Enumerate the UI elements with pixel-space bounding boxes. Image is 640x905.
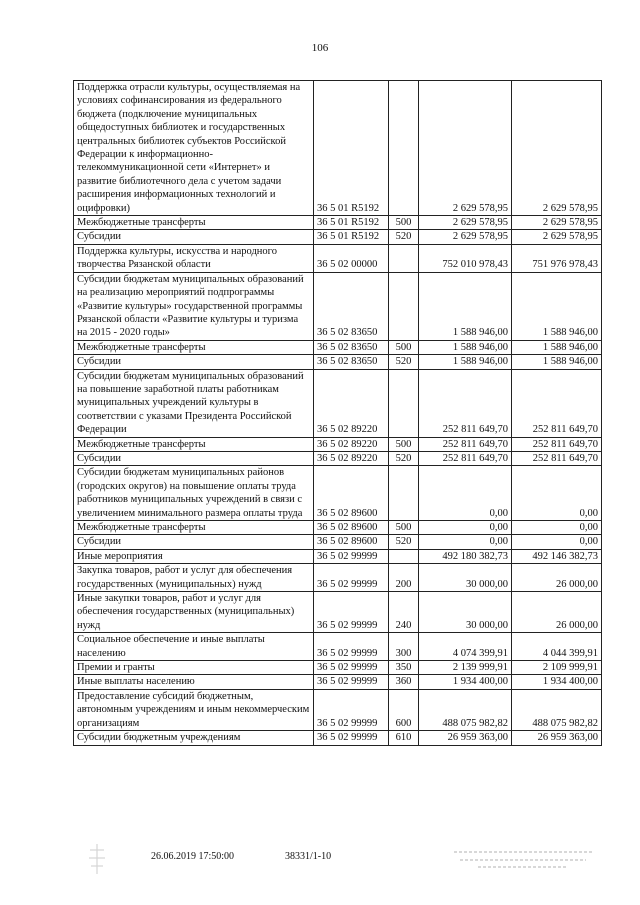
row-name-cell: Социальное обеспечение и иные выплаты населению [74, 633, 314, 661]
table-row [74, 689, 602, 730]
row-name-cell: Межбюджетные трансферты [74, 340, 314, 354]
row-expense-type-cell: 520 [389, 535, 419, 549]
row-code-cell: 36 5 02 89600 [314, 466, 389, 521]
table-row [74, 369, 602, 437]
row-amount-1-cell: 0,00 [419, 521, 512, 535]
row-amount-2-cell: 0,00 [512, 521, 602, 535]
row-code-cell: 36 5 01 R5192 [314, 81, 389, 216]
row-expense-type-cell: 520 [389, 230, 419, 244]
row-name-cell: Предоставление субсидий бюджетным, автономным учреждениям и иным некоммерческим организациям [74, 689, 314, 730]
row-amount-1-cell: 30 000,00 [419, 564, 512, 592]
row-amount-1-cell: 1 588 946,00 [419, 355, 512, 369]
row-expense-type-cell [389, 369, 419, 437]
table-row [74, 661, 602, 675]
row-code-cell: 36 5 01 R5192 [314, 230, 389, 244]
row-expense-type-cell [389, 81, 419, 216]
table-row [74, 216, 602, 230]
page-number: 106 [311, 42, 329, 54]
row-code-cell: 36 5 02 99999 [314, 661, 389, 675]
row-amount-1-cell: 252 811 649,70 [419, 437, 512, 451]
row-expense-type-cell: 350 [389, 661, 419, 675]
row-expense-type-cell [389, 466, 419, 521]
row-code-cell: 36 5 02 83650 [314, 340, 389, 354]
row-amount-1-cell: 26 959 363,00 [419, 731, 512, 745]
row-amount-2-cell: 1 588 946,00 [512, 355, 602, 369]
budget-table-body [74, 81, 602, 746]
table-row [74, 230, 602, 244]
table-row [74, 340, 602, 354]
row-amount-1-cell: 252 811 649,70 [419, 369, 512, 437]
footer-datetime: 26.06.2019 17:50:00 [151, 851, 235, 862]
row-name-cell: Субсидии [74, 535, 314, 549]
row-amount-1-cell: 0,00 [419, 535, 512, 549]
row-expense-type-cell: 500 [389, 521, 419, 535]
row-amount-1-cell: 488 075 982,82 [419, 689, 512, 730]
row-name-cell: Премии и гранты [74, 661, 314, 675]
row-expense-type-cell: 360 [389, 675, 419, 689]
row-expense-type-cell: 240 [389, 592, 419, 633]
row-amount-2-cell: 2 629 578,95 [512, 216, 602, 230]
row-expense-type-cell: 520 [389, 355, 419, 369]
row-code-cell: 36 5 02 89220 [314, 369, 389, 437]
row-name-cell: Иные закупки товаров, работ и услуг для обеспечения государственных (муниципальных) нужд [74, 592, 314, 633]
row-amount-2-cell: 0,00 [512, 466, 602, 521]
row-code-cell: 36 5 02 99999 [314, 731, 389, 745]
row-amount-2-cell: 252 811 649,70 [512, 369, 602, 437]
table-row [74, 675, 602, 689]
row-expense-type-cell: 600 [389, 689, 419, 730]
row-code-cell: 36 5 02 83650 [314, 355, 389, 369]
row-name-cell: Субсидии [74, 355, 314, 369]
row-expense-type-cell: 610 [389, 731, 419, 745]
row-name-cell: Субсидии [74, 451, 314, 465]
row-name-cell: Субсидии бюджетам муниципальных образований на реализацию мероприятий подпрограммы «Развитие культуры» государственной программы Рязанской области «Развитие культуры и туризма на 2015 - 2020 годы» [74, 272, 314, 340]
row-amount-1-cell: 0,00 [419, 466, 512, 521]
row-amount-2-cell: 488 075 982,82 [512, 689, 602, 730]
table-row [74, 437, 602, 451]
row-amount-1-cell: 4 074 399,91 [419, 633, 512, 661]
row-name-cell: Иные выплаты населению [74, 675, 314, 689]
row-amount-1-cell: 252 811 649,70 [419, 451, 512, 465]
row-name-cell: Субсидии [74, 230, 314, 244]
row-amount-1-cell: 752 010 978,43 [419, 244, 512, 272]
row-amount-2-cell: 0,00 [512, 535, 602, 549]
row-expense-type-cell [389, 549, 419, 563]
row-code-cell: 36 5 02 89220 [314, 451, 389, 465]
row-amount-1-cell: 1 588 946,00 [419, 272, 512, 340]
row-expense-type-cell: 500 [389, 216, 419, 230]
row-amount-2-cell: 1 934 400,00 [512, 675, 602, 689]
seal-mark [86, 842, 108, 876]
row-name-cell: Межбюджетные трансферты [74, 216, 314, 230]
footer-doc-code: 38331/1-10 [285, 851, 332, 862]
row-expense-type-cell [389, 272, 419, 340]
row-name-cell: Субсидии бюджетам муниципальных районов (городских округов) на повышение оплаты труда работников муниципальных учреждений в связи с увеличением минимального размера оплаты труда [74, 466, 314, 521]
row-amount-2-cell: 1 588 946,00 [512, 340, 602, 354]
row-expense-type-cell [389, 244, 419, 272]
row-code-cell: 36 5 02 99999 [314, 675, 389, 689]
electronic-signature-stamp [448, 846, 598, 873]
row-amount-2-cell: 252 811 649,70 [512, 437, 602, 451]
budget-table [73, 80, 602, 746]
row-amount-2-cell: 252 811 649,70 [512, 451, 602, 465]
row-amount-2-cell: 751 976 978,43 [512, 244, 602, 272]
table-row [74, 592, 602, 633]
row-amount-2-cell: 26 959 363,00 [512, 731, 602, 745]
table-row [74, 521, 602, 535]
row-code-cell: 36 5 02 89220 [314, 437, 389, 451]
row-code-cell: 36 5 02 89600 [314, 535, 389, 549]
row-amount-2-cell: 492 146 382,73 [512, 549, 602, 563]
table-row [74, 451, 602, 465]
table-row [74, 731, 602, 745]
row-code-cell: 36 5 02 00000 [314, 244, 389, 272]
table-row [74, 355, 602, 369]
row-amount-2-cell: 1 588 946,00 [512, 272, 602, 340]
table-row [74, 549, 602, 563]
row-code-cell: 36 5 01 R5192 [314, 216, 389, 230]
table-row [74, 535, 602, 549]
row-name-cell: Межбюджетные трансферты [74, 521, 314, 535]
row-expense-type-cell: 300 [389, 633, 419, 661]
table-row [74, 81, 602, 216]
row-expense-type-cell: 520 [389, 451, 419, 465]
table-row [74, 244, 602, 272]
row-amount-2-cell: 26 000,00 [512, 592, 602, 633]
row-name-cell: Субсидии бюджетам муниципальных образований на повышение заработной платы работникам муниципальных учреждений культуры в соответствии с указами Президента Российской Федерации [74, 369, 314, 437]
row-code-cell: 36 5 02 99999 [314, 592, 389, 633]
table-row [74, 272, 602, 340]
row-amount-1-cell: 2 629 578,95 [419, 216, 512, 230]
row-amount-2-cell: 2 109 999,91 [512, 661, 602, 675]
row-expense-type-cell: 200 [389, 564, 419, 592]
row-code-cell: 36 5 02 99999 [314, 549, 389, 563]
table-row [74, 633, 602, 661]
row-name-cell: Субсидии бюджетным учреждениям [74, 731, 314, 745]
row-amount-1-cell: 2 629 578,95 [419, 81, 512, 216]
row-name-cell: Поддержка культуры, искусства и народного творчества Рязанской области [74, 244, 314, 272]
row-amount-1-cell: 1 934 400,00 [419, 675, 512, 689]
row-amount-1-cell: 2 629 578,95 [419, 230, 512, 244]
row-name-cell: Иные мероприятия [74, 549, 314, 563]
row-code-cell: 36 5 02 89600 [314, 521, 389, 535]
row-amount-2-cell: 2 629 578,95 [512, 81, 602, 216]
table-row [74, 564, 602, 592]
row-amount-1-cell: 30 000,00 [419, 592, 512, 633]
row-code-cell: 36 5 02 83650 [314, 272, 389, 340]
row-amount-2-cell: 26 000,00 [512, 564, 602, 592]
row-name-cell: Межбюджетные трансферты [74, 437, 314, 451]
row-name-cell: Поддержка отрасли культуры, осуществляемая на условиях софинансирования из федерального бюджета (подключение муниципальных общедоступных библиотек и государственных центральных библиотек субъектов Российской Федерации к информационно-телекоммуникационной сети «Интернет» и развитие библиотечного дела с учетом задачи расширения информационных технологий и оцифровки) [74, 81, 314, 216]
row-code-cell: 36 5 02 99999 [314, 633, 389, 661]
row-amount-1-cell: 492 180 382,73 [419, 549, 512, 563]
row-code-cell: 36 5 02 99999 [314, 689, 389, 730]
row-amount-1-cell: 1 588 946,00 [419, 340, 512, 354]
row-expense-type-cell: 500 [389, 437, 419, 451]
row-name-cell: Закупка товаров, работ и услуг для обеспечения государственных (муниципальных) нужд [74, 564, 314, 592]
row-amount-1-cell: 2 139 999,91 [419, 661, 512, 675]
row-amount-2-cell: 4 044 399,91 [512, 633, 602, 661]
table-row [74, 466, 602, 521]
row-expense-type-cell: 500 [389, 340, 419, 354]
row-amount-2-cell: 2 629 578,95 [512, 230, 602, 244]
row-code-cell: 36 5 02 99999 [314, 564, 389, 592]
